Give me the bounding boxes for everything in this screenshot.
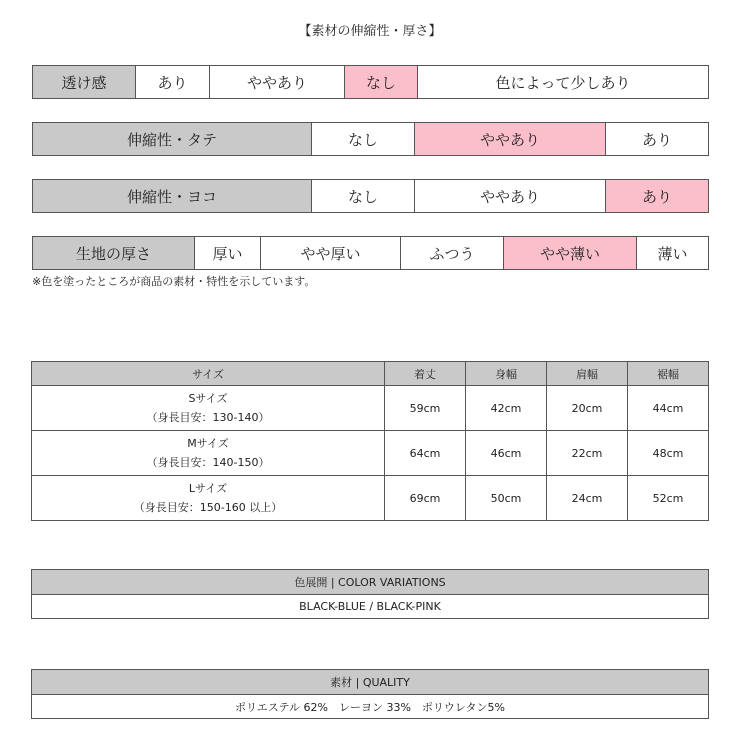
- table-cell: 46cm: [466, 431, 547, 476]
- attr-option: ややあり: [415, 180, 606, 213]
- attr-option: ふつう: [401, 237, 504, 270]
- table-cell: 48cm: [628, 431, 709, 476]
- quality-header: 素材 | QUALITY: [32, 670, 709, 695]
- attr-table-stretch-vertical: [32, 122, 709, 156]
- attr-option: やや厚い: [261, 237, 401, 270]
- table-cell: 20cm: [547, 386, 628, 431]
- attr-option-selected: なし: [345, 66, 418, 99]
- attr-option: あり: [136, 66, 210, 99]
- attr-option: 薄い: [637, 237, 709, 270]
- header-cell: 身幅: [466, 362, 547, 386]
- color-variations-value: BLACK-BLUE / BLACK-PINK: [32, 595, 709, 619]
- table-cell: 24cm: [547, 476, 628, 521]
- attr-option: 色によって少しあり: [418, 66, 709, 99]
- legend-note: ※色を塗ったところが商品の素材・特性を示しています。: [32, 275, 316, 288]
- table-row: [32, 386, 709, 431]
- header-cell: サイズ: [32, 362, 385, 386]
- attr-label: 伸縮性・タテ: [33, 123, 312, 156]
- page-title: 【素材の伸縮性・厚さ】: [298, 24, 442, 39]
- attr-label: 生地の厚さ: [33, 237, 195, 270]
- attr-option: あり: [606, 123, 709, 156]
- table-row: [32, 431, 709, 476]
- table-cell: 42cm: [466, 386, 547, 431]
- attr-label: 透け感: [33, 66, 136, 99]
- attr-option-selected: あり: [606, 180, 709, 213]
- size-name-cell: [32, 431, 385, 476]
- attr-table-stretch-horizontal: [32, 179, 709, 213]
- table-cell: 69cm: [385, 476, 466, 521]
- header-cell: 着丈: [385, 362, 466, 386]
- attr-option: 厚い: [195, 237, 261, 270]
- attr-option-selected: ややあり: [415, 123, 606, 156]
- table-cell: 64cm: [385, 431, 466, 476]
- table-cell: 59cm: [385, 386, 466, 431]
- size-height-guide: （身長目安：130-140）: [146, 411, 270, 424]
- size-table: [31, 361, 709, 521]
- table-cell: 52cm: [628, 476, 709, 521]
- attr-table-thickness: [32, 236, 709, 270]
- color-variations-table: [31, 569, 709, 619]
- attr-option: なし: [312, 180, 415, 213]
- size-name: Sサイズ: [188, 392, 228, 405]
- table-cell: 44cm: [628, 386, 709, 431]
- attr-option: ややあり: [210, 66, 345, 99]
- attr-option: なし: [312, 123, 415, 156]
- table-row: [32, 476, 709, 521]
- table-cell: 50cm: [466, 476, 547, 521]
- quality-value: ポリエステル 62% レーヨン 33% ポリウレタン5%: [32, 695, 709, 719]
- header-cell: 裾幅: [628, 362, 709, 386]
- size-name: Lサイズ: [188, 482, 228, 495]
- header-cell: 肩幅: [547, 362, 628, 386]
- size-name-cell: [32, 386, 385, 431]
- size-height-guide: （身長目安：140-150）: [146, 456, 270, 469]
- attr-option-selected: やや薄い: [504, 237, 637, 270]
- quality-table: [31, 669, 709, 719]
- size-name-cell: [32, 476, 385, 521]
- size-table-header: [32, 362, 709, 386]
- attr-label: 伸縮性・ヨコ: [33, 180, 312, 213]
- size-height-guide: （身長目安：150-160 以上）: [133, 501, 283, 514]
- table-cell: 22cm: [547, 431, 628, 476]
- attr-table-sheerness: [32, 65, 709, 99]
- color-variations-header: 色展開 | COLOR VARIATIONS: [32, 570, 709, 595]
- size-name: Mサイズ: [187, 437, 229, 450]
